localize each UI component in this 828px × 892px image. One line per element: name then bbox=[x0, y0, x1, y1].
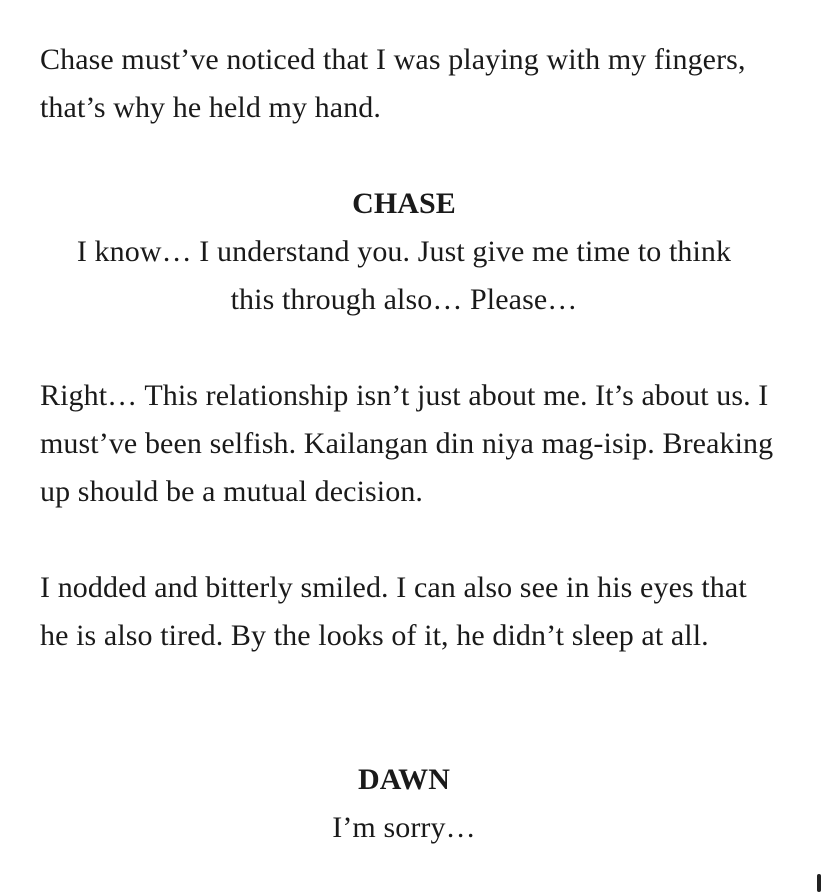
dialogue-line: I know… I understand you. Just give me time to think this through also… Please… bbox=[76, 235, 732, 316]
narration-paragraph: Right… This relationship isn’t just about me. It’s about us. I must’ve been selfish. Kailangan din niya mag-isip. Breaking up should be a mutual decision. bbox=[40, 379, 774, 508]
dialogue-line: I’m sorry… bbox=[332, 811, 476, 844]
narration-paragraph: I nodded and bitterly smiled. I can also see in his eyes that he is also tired. By the looks of it, he didn’t sleep at all. bbox=[40, 571, 747, 652]
narration-paragraph: Chase must’ve noticed that I was playing with my fingers, that’s why he held my hand. bbox=[40, 43, 746, 124]
speaker-name: DAWN bbox=[357, 763, 451, 796]
scrollbar[interactable] bbox=[817, 874, 821, 892]
speaker-name: CHASE bbox=[352, 187, 456, 220]
